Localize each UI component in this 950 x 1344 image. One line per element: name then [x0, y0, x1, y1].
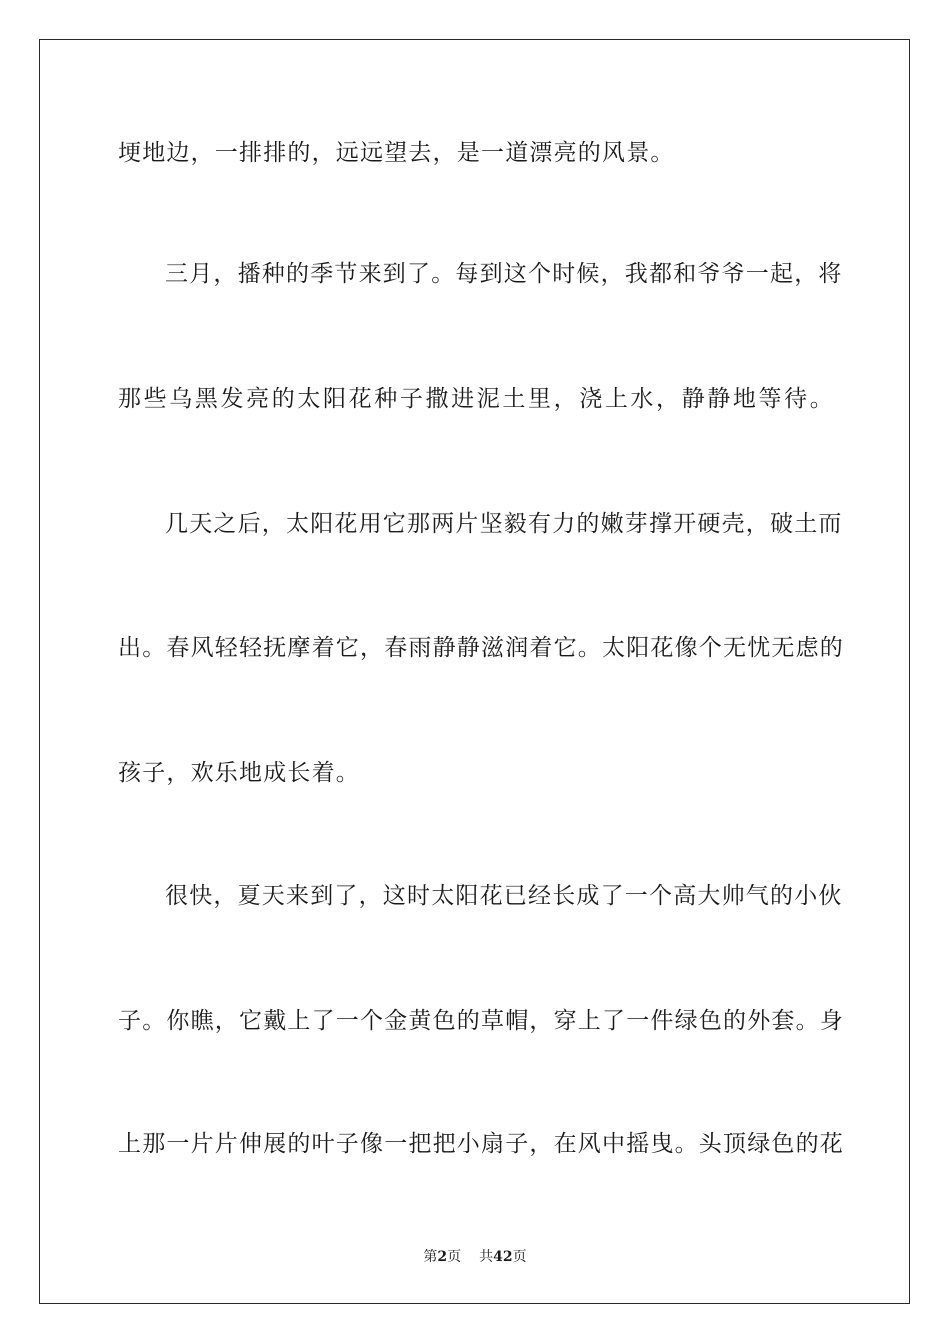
page-footer [0, 1248, 950, 1266]
text-line-6: 孩子，欢乐地成长着。 [118, 760, 360, 786]
total-prefix: 共 [479, 1249, 494, 1265]
text-line-1: 埂地边，一排排的，远远望去，是一道漂亮的风景。 [118, 140, 675, 166]
text-line-7: 很快，夏天来到了，这时太阳花已经长成了一个高大帅气的小伙 [165, 883, 843, 909]
text-line-3: 那些乌黑发亮的太阳花种子撒进泥土里，浇上水，静静地等待。 [118, 386, 834, 412]
page-prefix: 第 [423, 1249, 438, 1265]
total-suffix: 页 [512, 1249, 527, 1265]
page-suffix: 页 [447, 1249, 462, 1265]
page-number: 2 [437, 1249, 448, 1265]
page-border [39, 39, 910, 1304]
text-line-9: 上那一片片伸展的叶子像一把把小扇子，在风中摇曳。头顶绿色的花 [118, 1131, 844, 1157]
text-line-8: 子。你瞧，它戴上了一个金黄色的草帽，穿上了一件绿色的外套。身 [118, 1008, 844, 1034]
text-line-5: 出。春风轻轻抚摩着它，春雨静静滋润着它。太阳花像个无忧无虑的 [118, 635, 844, 661]
text-line-2: 三月，播种的季节来到了。每到这个时候，我都和爷爷一起，将 [165, 261, 843, 287]
total-pages: 42 [493, 1249, 513, 1265]
text-line-4: 几天之后，太阳花用它那两片坚毅有力的嫩芽撑开硬壳，破土而 [165, 511, 843, 537]
